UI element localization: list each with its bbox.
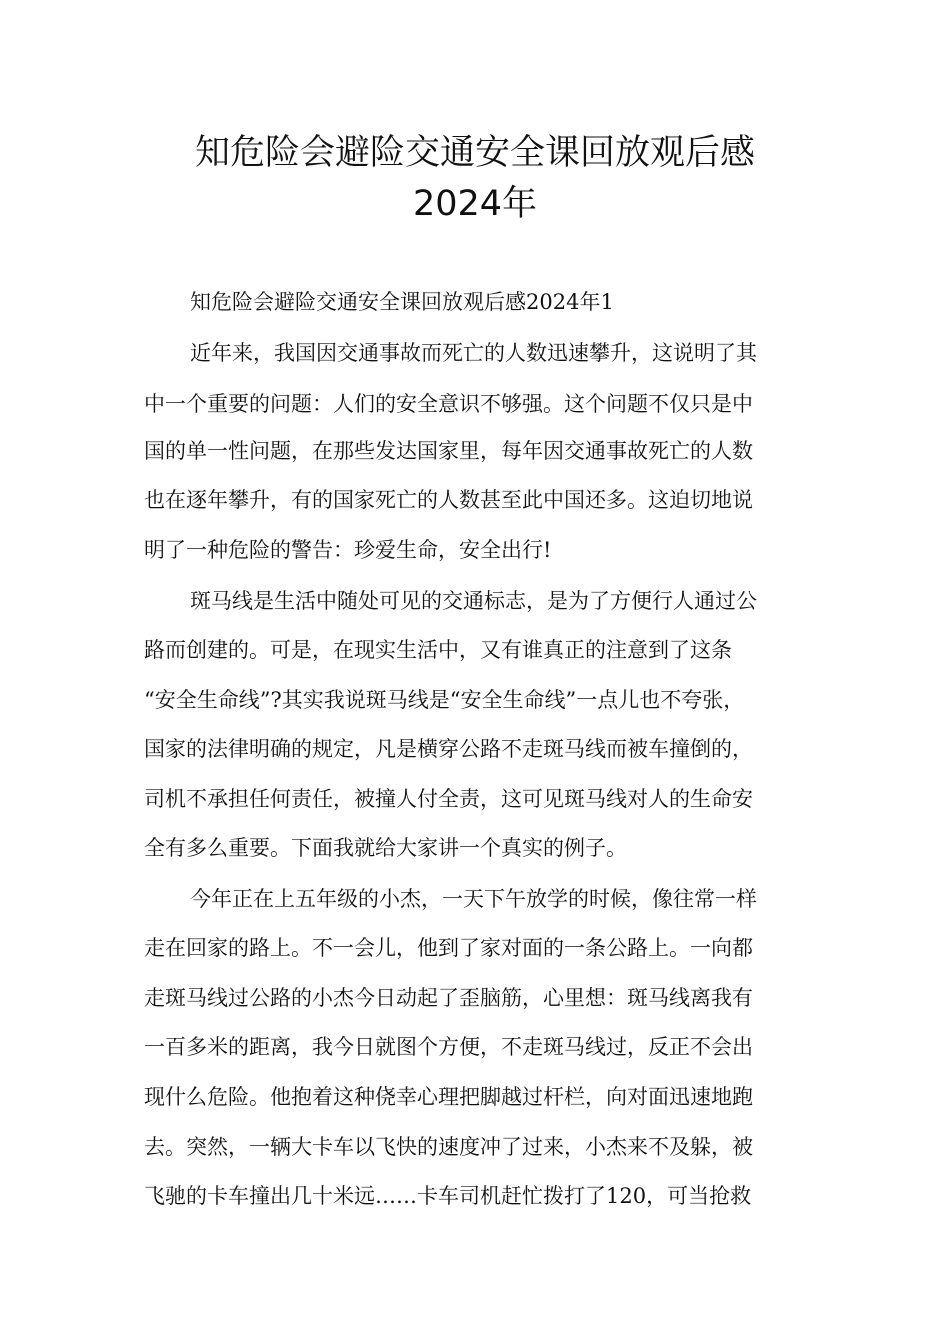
document-title-line-2: 2024年 — [412, 184, 538, 224]
paragraph-line: “安全生命线”?其实我说斑马线是“安全生命线”一点儿也不夸张， — [144, 688, 745, 712]
paragraph-line: 司机不承担任何责任，被撞人付全责，这可见斑马线对人的生命安 — [144, 787, 753, 811]
document-title-line-1: 知危险会避险交通安全课回放观后感 — [194, 133, 755, 173]
paragraph-line: 国家的法律明确的规定，凡是横穿公路不走斑马线而被车撞倒的， — [144, 737, 753, 761]
paragraph-line: 近年来，我国因交通事故而死亡的人数迅速攀升，这说明了其 — [190, 341, 757, 365]
paragraph-line: 也在逐年攀升，有的国家死亡的人数甚至此中国还多。这迫切地说 — [144, 488, 753, 512]
paragraph-line: 斑马线是生活中随处可见的交通标志，是为了方便行人通过公 — [190, 589, 757, 613]
paragraph-line: 路而创建的。可是，在现实生活中，又有谁真正的注意到了这条 — [144, 638, 732, 662]
paragraph-line: 国的单一性问题，在那些发达国家里，每年因交通事故死亡的人数 — [144, 439, 753, 463]
paragraph-line: 飞驰的卡车撞出几十米远……卡车司机赶忙拨打了120，可当抢救 — [144, 1184, 752, 1208]
paragraph-line: 一百多米的距离，我今日就图个方便，不走斑马线过，反正不会出 — [144, 1035, 753, 1059]
paragraph-line: 全有多么重要。下面我就给大家讲一个真实的例子。 — [144, 836, 627, 860]
paragraph-line: 走在回家的路上。不一会儿，他到了家对面的一条公路上。一向都 — [144, 936, 753, 960]
paragraph-line: 走斑马线过公路的小杰今日动起了歪脑筋，心里想：斑马线离我有 — [144, 986, 753, 1010]
paragraph-line: 去。突然，一辆大卡车以飞快的速度冲了过来，小杰来不及躲，被 — [144, 1135, 753, 1159]
document-subtitle: 知危险会避险交通安全课回放观后感2024年1 — [190, 290, 614, 314]
paragraph-line: 中一个重要的问题：人们的安全意识不够强。这个问题不仅只是中 — [144, 392, 753, 416]
paragraph-line: 明了一种危险的警告：珍爱生命，安全出行! — [144, 538, 552, 562]
paragraph-line: 现什么危险。他抱着这种侥幸心理把脚越过杆栏，向对面迅速地跑 — [144, 1085, 753, 1109]
paragraph-line: 今年正在上五年级的小杰，一天下午放学的时候，像往常一样 — [190, 887, 757, 911]
